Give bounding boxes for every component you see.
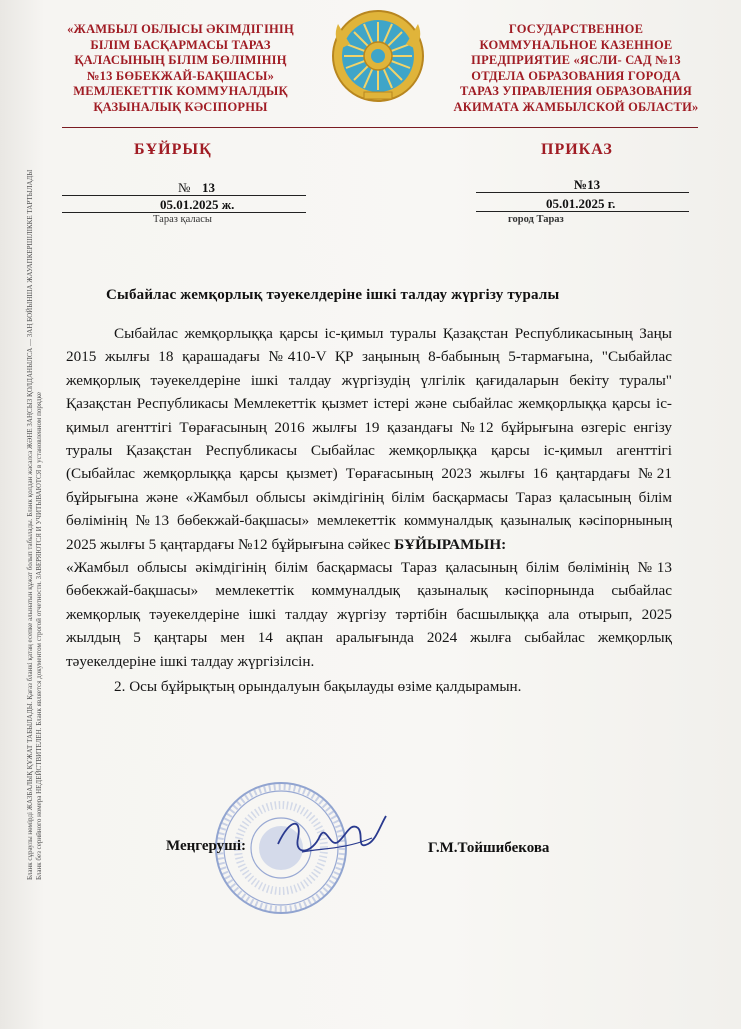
- preamble-text: Сыбайлас жемқорлыққа қарсы іс-қимыл туралы Қазақстан Республикасының Заңы 2015 жылғы 18 қарашадағы №410-V ҚР заңының 8-бабының 5-тармағына, "Сыбайлас жемқорлық тәуекелдеріне ішкі талдау жүргізудің үлгілік қағидаларын бекіту туралы" Қазақстан Республикасы Мемлекеттік қызмет істері және сыбайлас жемқорлыққа қарсы іс-қимыл агенттігі Төрағасының 2016 жылғы 19 қазандағы №12 бұйрығына өзгеріс енгізу туралы Қазақстан Республикасы Сыбайлас жемқорлыққа қарсы іс-қимыл агенттігі (Сыбайлас жемқорлыққа қарсы қызмет) Төрағасының 2023 жылғы 16 қаңтардағы №21 бұйрығына және «Жамбыл облысы әкімдігінің білім басқармасы Тараз қаласының білім бөлімінің №13 бөбекжай-бақшасы» мемлекеттік коммуналдық қазыналық кәсіпорнының 2025 жылғы 5 қаңтардағы №12 бұйрығына сәйкес: [66, 325, 672, 553]
- header-right-line: АКИМАТА ЖАМБЫЛСКОЙ ОБЛАСТИ»: [453, 99, 699, 114]
- header-left-line: «ЖАМБЫЛ ОБЛЫСЫ ӘКІМДІГІНІҢ: [67, 22, 294, 36]
- city-ru: город Тараз: [508, 214, 564, 225]
- header-divider: [62, 127, 698, 128]
- order-date-ru: [476, 196, 689, 212]
- number-sign-kz: №: [178, 180, 191, 195]
- signatory-position: Меңгеруші:: [166, 838, 247, 854]
- header-left-line: №13 БӨБЕКЖАЙ-БАҚШАСЫ»: [86, 68, 275, 83]
- side-note-line: Бланк без серийного номера НЕДЕЙСТВИТЕЛЕН. Бланк является документом строгой отчетности. ЗАВЕРЯЮТСЯ И УЧИТЫВАЮТСЯ в установленном порядке: [35, 392, 43, 880]
- header-right-line: КОММУНАЛЬНОЕ КАЗЕННОЕ: [479, 37, 673, 52]
- number-value-ru: №13: [574, 177, 601, 192]
- order-number-kz: [62, 180, 306, 196]
- order-subject: Сыбайлас жемқорлық тәуекелдеріне ішкі талдау жүргізу туралы: [106, 287, 560, 303]
- header-right-line: ОТДЕЛА ОБРАЗОВАНИЯ ГОРОДА: [471, 68, 681, 83]
- order-body: [66, 322, 672, 699]
- signature-icon: [272, 808, 392, 868]
- order-keyword: БҰЙЫРАМЫН:: [394, 535, 507, 553]
- date-value-ru: 05.01.2025 г.: [546, 196, 616, 211]
- order-title-ru: ПРИКАЗ: [541, 141, 613, 158]
- header-right-line: ГОСУДАРСТВЕННОЕ: [508, 22, 644, 36]
- header-right-ru: [450, 22, 702, 115]
- order-title-kz: БҰЙРЫҚ: [134, 141, 212, 158]
- number-value-kz: 13: [202, 180, 215, 195]
- header-right-line: ТАРАЗ УПРАВЛЕНИЯ ОБРАЗОВАНИЯ: [460, 84, 692, 98]
- blank-side-note: [26, 169, 44, 880]
- paragraph-clause-2: 2. Осы бұйрықтың орындалуын бақылауды өзіме қалдырамын.: [114, 678, 522, 696]
- date-value-kz: 05.01.2025 ж.: [160, 197, 235, 212]
- state-emblem-icon: [328, 8, 428, 104]
- paragraph-clause-1: «Жамбыл облысы әкімдігінің білім басқармасы Тараз қаласының білім бөлімінің №13 бөбекжай-бақшасы» мемлекеттік коммуналдық қазыналық кәсіпорнында сыбайлас жемқорлық тәуекелдеріне ішкі талдау жүргізу тәртібін басшылыққа ала отырып, 2025 жылдың 5 қаңтары мен 14 ақпан аралығында 2024 жылға сыбайлас жемқорлық тәуекелдеріне ішкі талдау жүргізілсін.: [66, 559, 672, 670]
- paragraph-preamble: [66, 322, 672, 556]
- header-left-kz: [58, 22, 303, 115]
- signatory-name: Г.М.Тойшибекова: [428, 840, 550, 856]
- header-left-line: БІЛІМ БАСҚАРМАСЫ ТАРАЗ: [90, 37, 271, 52]
- city-kz: Тараз қаласы: [153, 214, 212, 225]
- order-date-kz: [62, 197, 306, 213]
- order-number-ru: [476, 177, 689, 193]
- header-left-line: ҚАЛАСЫНЫҢ БІЛІМ БӨЛІМІНІҢ: [74, 53, 287, 67]
- header-right-line: ПРЕДПРИЯТИЕ «ЯСЛИ- САД №13: [471, 53, 681, 67]
- header-left-line: ҚАЗЫНАЛЫҚ КӘСІПОРНЫ: [93, 99, 268, 114]
- side-note-line: Бланк сұраулы нөмірді ЖАЗБАЛЫҚ ҚҰЖАТ ТАБЫЛАДЫ. Қағаз бланкі қатаң есепке алынатын құжат болып табылады. Бланк қолдан жасалса ЖӘНЕ ЗАҢСЫЗ ҚОЛДАНЫЛСА — ЗАҢ БОЙЫНША ЖАУАПКЕРШІЛІККЕ ТАРТЫЛАДЫ: [26, 169, 34, 880]
- header-left-line: МЕМЛЕКЕТТІК КОММУНАЛДЫҚ: [73, 84, 288, 98]
